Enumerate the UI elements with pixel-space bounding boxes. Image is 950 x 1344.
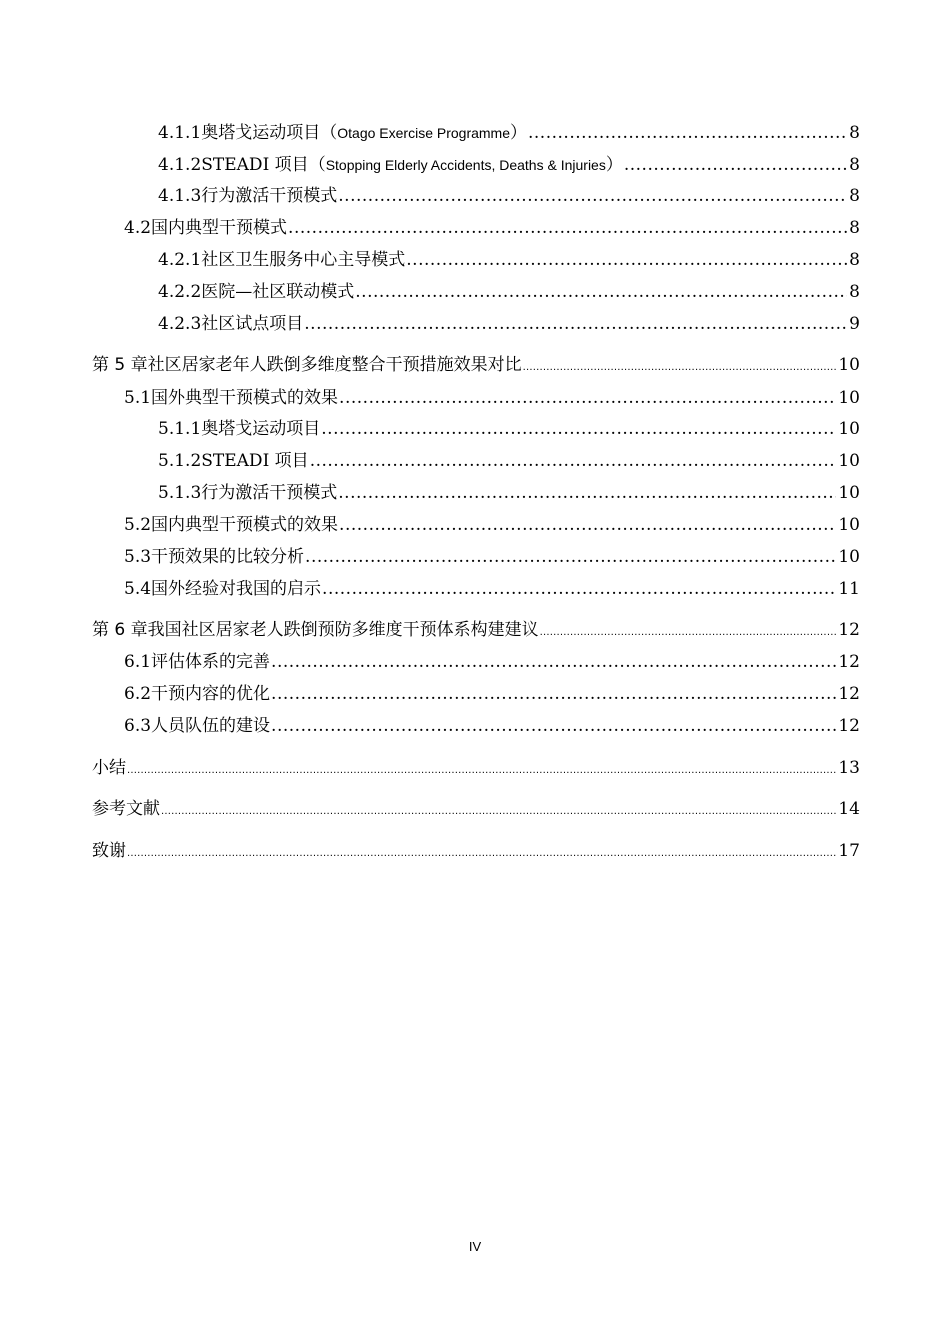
toc-entry-number: 4.2.2 [158,282,202,302]
toc-entry-title: STEADI 项目 [201,451,309,471]
page-number: IV [468,1239,482,1254]
toc-entry-title: 国内典型干预模式 [151,218,288,238]
toc-entry-number: 5.3 [124,547,152,567]
toc-entry-title: 国外典型干预模式的效果 [151,388,339,408]
toc-entry-number: 4.2 [124,218,152,238]
toc-entry-number: 4.2.3 [158,314,202,334]
toc-entry-page: 8 [849,186,860,206]
toc-entry-title: 参考文献 [92,799,160,819]
toc-entry-number: 6.3 [124,716,152,736]
toc-entry-page: 8 [849,123,860,143]
toc-entry-page: 10 [838,515,860,535]
toc-entry[interactable] [124,384,860,412]
toc-entry[interactable] [124,680,860,708]
toc-entry-page: 10 [838,483,860,503]
toc-entry-english-title: Otago Exercise Programme [337,125,510,141]
toc-entry-title: 行为激活干预模式 [201,186,338,206]
toc-entry-page: 17 [838,841,860,861]
toc-leader-dots [127,840,836,868]
toc-entry-title: 社区卫生服务中心主导模式 [201,250,406,270]
toc-entry-title: 评估体系的完善 [151,652,271,672]
toc-entry-page: 11 [838,579,860,599]
toc-leader-dots [310,447,837,475]
toc-leader-dots [355,278,847,306]
toc-entry[interactable] [124,511,860,539]
toc-entry-number: 4.2.1 [158,250,202,270]
toc-entry-number: 5.1.1 [158,419,202,439]
toc-leader-dots [338,182,847,210]
toc-entry[interactable] [158,479,860,507]
toc-leader-dots [339,384,836,412]
toc-entry-number: 6.2 [124,684,152,704]
toc-leader-dots [339,511,836,539]
toc-leader-dots [305,543,836,571]
toc-entry[interactable] [158,246,860,274]
toc-entry-page: 10 [838,388,860,408]
toc-leader-dots [271,680,836,708]
toc-entry-number: 第 5 章 [92,355,148,375]
toc-chapter-entry[interactable] [92,795,860,823]
toc-entry[interactable] [158,415,860,443]
toc-leader-dots [624,151,847,179]
toc-entry-title: 人员队伍的建设 [151,716,271,736]
toc-leader-dots [528,119,847,147]
toc-entry[interactable] [124,712,860,740]
toc-leader-dots [540,619,837,647]
toc-entry-title: 干预内容的优化 [151,684,271,704]
toc-leader-dots [271,648,836,676]
toc-entry-title: 我国社区居家老人跌倒预防多维度干预体系构建建议 [147,620,539,640]
toc-chapter-entry[interactable] [92,754,860,782]
toc-entry-page: 8 [849,250,860,270]
toc-entry-title: 干预效果的比较分析 [151,547,305,567]
toc-entry-number: 5.2 [124,515,152,535]
toc-leader-dots [161,798,836,826]
toc-leader-dots [127,757,836,785]
toc-entry[interactable] [158,278,860,306]
toc-entry-title: 国外经验对我国的启示 [151,579,322,599]
toc-entry-page: 10 [838,547,860,567]
toc-entry-title: 奥塔戈运动项目 [201,419,321,439]
toc-entry-page: 10 [838,451,860,471]
toc-entry-title: 国内典型干预模式的效果 [151,515,339,535]
toc-entry[interactable] [158,182,860,210]
toc-entry[interactable] [124,648,860,676]
toc-entry-number: 5.1.2 [158,451,202,471]
toc-entry[interactable] [158,310,860,338]
toc-leader-dots [406,246,847,274]
toc-entry-page: 13 [838,758,860,778]
toc-entry-number: 6.1 [124,652,152,672]
toc-entry-title: 奥塔戈运动项目 [201,123,321,143]
toc-entry-number: 4.1.1 [158,123,202,143]
toc-leader-dots [523,354,837,382]
toc-entry-page: 12 [838,716,860,736]
toc-leader-dots [288,214,847,242]
toc-entry-number: 5.1 [124,388,152,408]
toc-entry-number: 第 6 章 [92,620,148,640]
toc-entry-title: 致谢 [92,841,126,861]
toc-entry-page: 9 [849,314,860,334]
toc-entry-page: 14 [838,799,860,819]
toc-entry-title: 社区试点项目 [201,314,304,334]
toc-entry[interactable] [124,575,860,603]
toc-leader-dots [321,415,836,443]
toc-entry[interactable]: 4.1.2 STEADI 项目 （ Stopping Elderly Accidents, Deaths & Injuries ） ..... 8 [158,151,860,179]
toc-entry-title: 小结 [92,758,126,778]
toc-entry-number: 4.1.3 [158,186,202,206]
toc-entry-page: 12 [838,684,860,704]
toc-leader-dots [322,575,836,603]
toc-entry-page: 10 [838,419,860,439]
toc-entry[interactable]: 4.1.1 奥塔戈运动项目 （ Otago Exercise Programme ） ..... 8 [158,119,860,147]
toc-entry-number: 4.1.2 [158,155,202,175]
toc-entry-title: STEADI 项目 [201,155,309,175]
toc-chapter-entry[interactable] [92,351,860,379]
toc-entry[interactable] [124,214,860,242]
toc-chapter-entry[interactable] [92,616,860,644]
toc-entry-page: 8 [849,282,860,302]
toc-leader-dots [338,479,836,507]
toc-entry-page: 8 [849,218,860,238]
toc-entry-title: 社区居家老年人跌倒多维度整合干预措施效果对比 [147,355,522,375]
toc-entry-page: 10 [838,355,860,375]
toc-leader-dots [271,712,836,740]
toc-entry-page: 12 [838,652,860,672]
toc-chapter-entry[interactable] [92,837,860,865]
toc-entry-title: 行为激活干预模式 [201,483,338,503]
toc-entry-page: 12 [838,620,860,640]
toc-entry-english-title: Stopping Elderly Accidents, Deaths & Injuries [325,157,606,173]
toc-leader-dots [304,310,847,338]
toc-entry-number: 5.1.3 [158,483,202,503]
toc-entry-title: 医院—社区联动模式 [201,282,355,302]
toc-entry-number: 5.4 [124,579,152,599]
toc-entry-page: 8 [849,155,860,175]
toc-entry[interactable] [124,543,860,571]
toc-entry[interactable] [158,447,860,475]
